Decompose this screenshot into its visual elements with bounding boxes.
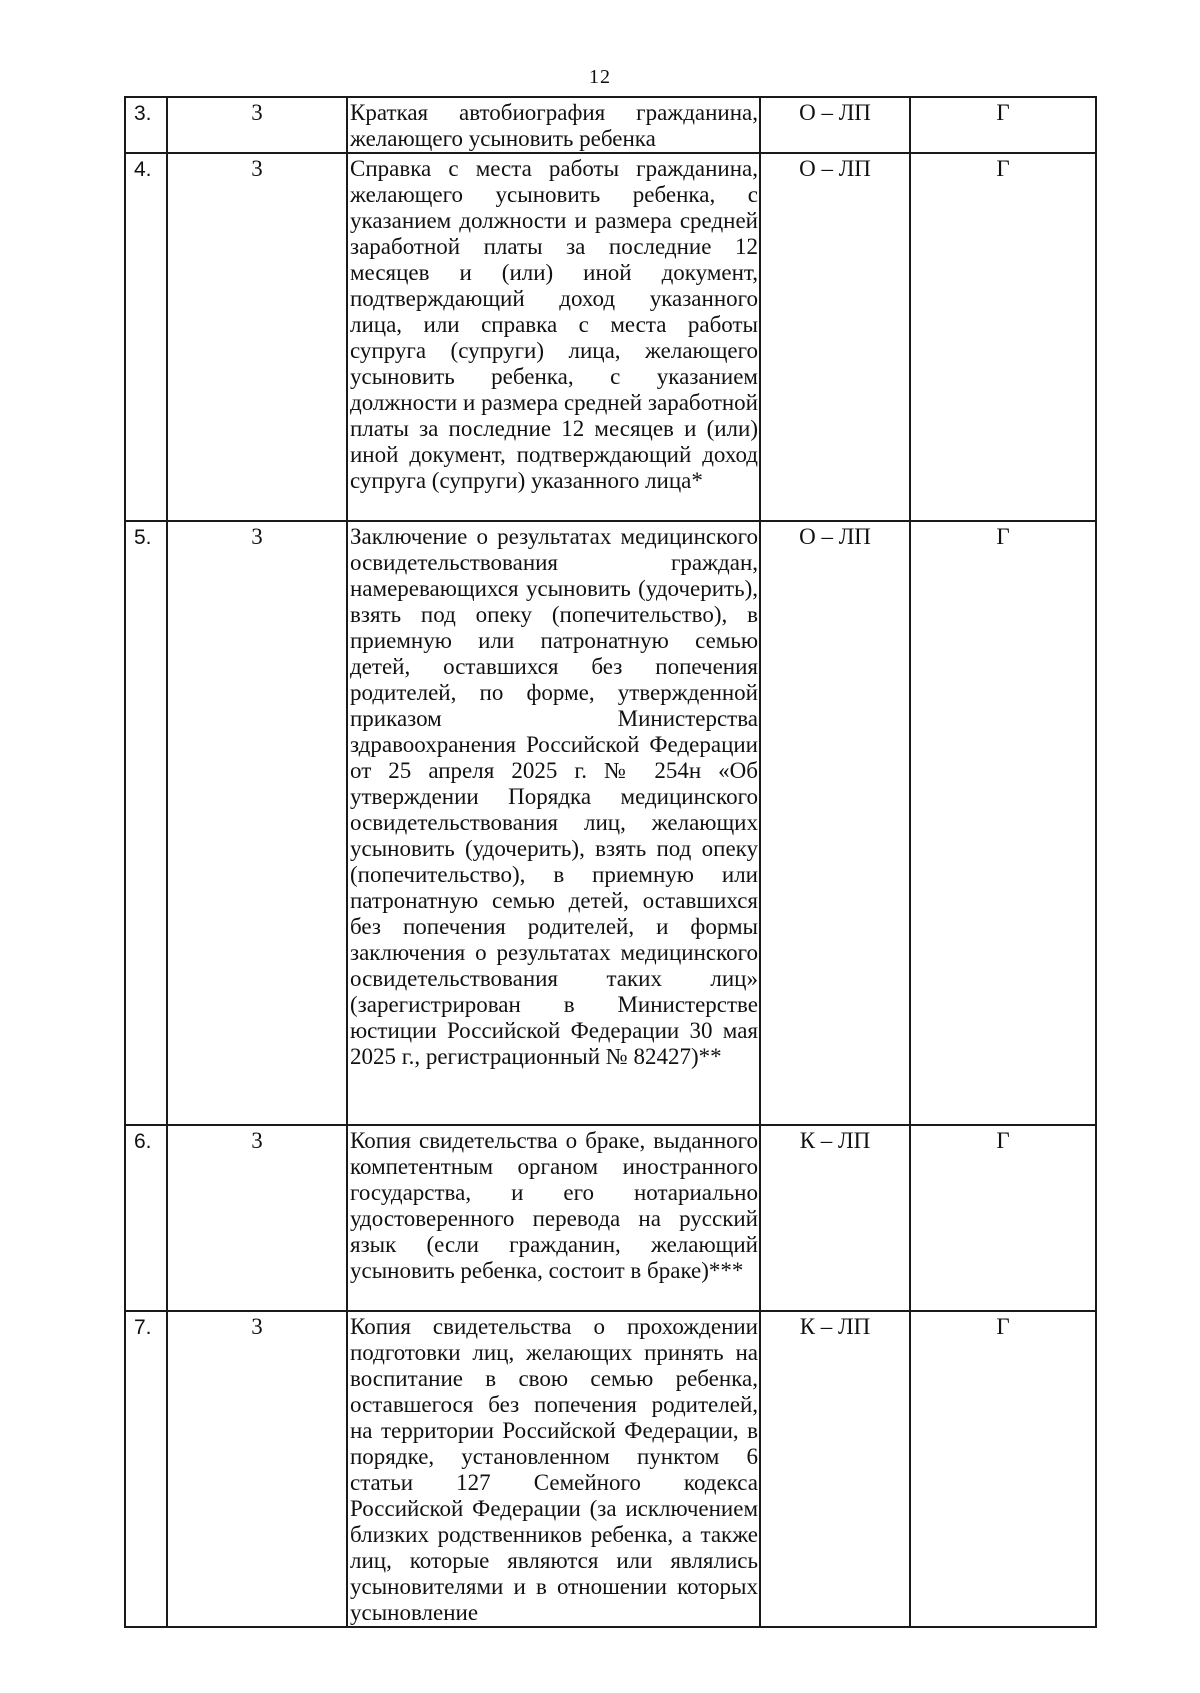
document-type: Г bbox=[996, 524, 1010, 549]
document-form: К – ЛП bbox=[799, 1314, 871, 1339]
row-code: 3 bbox=[251, 156, 263, 181]
row-number: 4. bbox=[134, 158, 152, 181]
document-form: О – ЛП bbox=[799, 100, 871, 125]
table-row bbox=[125, 97, 1096, 153]
table-row bbox=[125, 521, 1096, 1125]
table-row bbox=[125, 1125, 1096, 1311]
page-number: 12 bbox=[589, 66, 611, 88]
table-row bbox=[125, 1311, 1096, 1627]
row-code: 3 bbox=[251, 1128, 263, 1153]
row-code: 3 bbox=[251, 1314, 263, 1339]
document-type: Г bbox=[996, 156, 1010, 181]
row-number: 6. bbox=[134, 1130, 152, 1153]
documents-table bbox=[124, 96, 1097, 1628]
row-number: 5. bbox=[134, 526, 152, 549]
document-description: Копия свидетельства о браке, выданного компетентным органом иностранного государства, и его нотариально удостоверенного перевода на русский язык (если гражданин, желающий усыновить ребенка, состоит в браке)*** bbox=[350, 1128, 758, 1283]
document-description: Краткая автобиография гражданина, желающего усыновить ребенка bbox=[350, 100, 758, 151]
document-type: Г bbox=[996, 1314, 1010, 1339]
document-description: Копия свидетельства о прохождении подготовки лиц, желающих принять на воспитание в свою семью ребенка, оставшегося без попечения родителей, на территории Российской Федерации, в порядке, установленном пунктом 6 статьи 127 Семейного кодекса Российской Федерации (за исключением близких родственников ребенка, а также лиц, которые являются или являлись усыновителями и в отношении которых усыновление bbox=[350, 1314, 758, 1625]
document-form: О – ЛП bbox=[799, 524, 871, 549]
document-type: Г bbox=[996, 100, 1010, 125]
row-number: 3. bbox=[134, 102, 152, 125]
document-description: Заключение о результатах медицинского освидетельствования граждан, намеревающихся усыновить (удочерить), взять под опеку (попечительство), в приемную или патронатную семью детей, оставшихся без попечения родителей, по форме, утвержденной приказом Министерства здравоохранения Российской Федерации от 25 апреля 2025 г. № 254н «Об утверждении Порядка медицинского освидетельствования лиц, желающих усыновить (удочерить), взять под опеку (попечительство), в приемную или патронатную семью детей, оставшихся без попечения родителей, и формы заключения о результатах медицинского освидетельствования таких лиц» (зарегистрирован в Министерстве юстиции Российской Федерации 30 мая 2025 г., регистрационный № 82427)** bbox=[350, 524, 758, 1069]
row-code: 3 bbox=[251, 100, 263, 125]
document-type: Г bbox=[996, 1128, 1010, 1153]
table-row bbox=[125, 153, 1096, 521]
row-code: 3 bbox=[251, 524, 263, 549]
document-form: О – ЛП bbox=[799, 156, 871, 181]
document-description: Справка с места работы гражданина, желающего усыновить ребенка, с указанием должности и размера средней заработной платы за последние 12 месяцев и (или) иной документ, подтверждающий доход указанного лица, или справка с места работы супруга (супруги) лица, желающего усыновить ребенка, с указанием должности и размера средней заработной платы за последние 12 месяцев и (или) иной документ, подтверждающий доход супруга (супруги) указанного лица* bbox=[350, 156, 758, 493]
row-number: 7. bbox=[134, 1316, 152, 1339]
document-form: К – ЛП bbox=[799, 1128, 871, 1153]
